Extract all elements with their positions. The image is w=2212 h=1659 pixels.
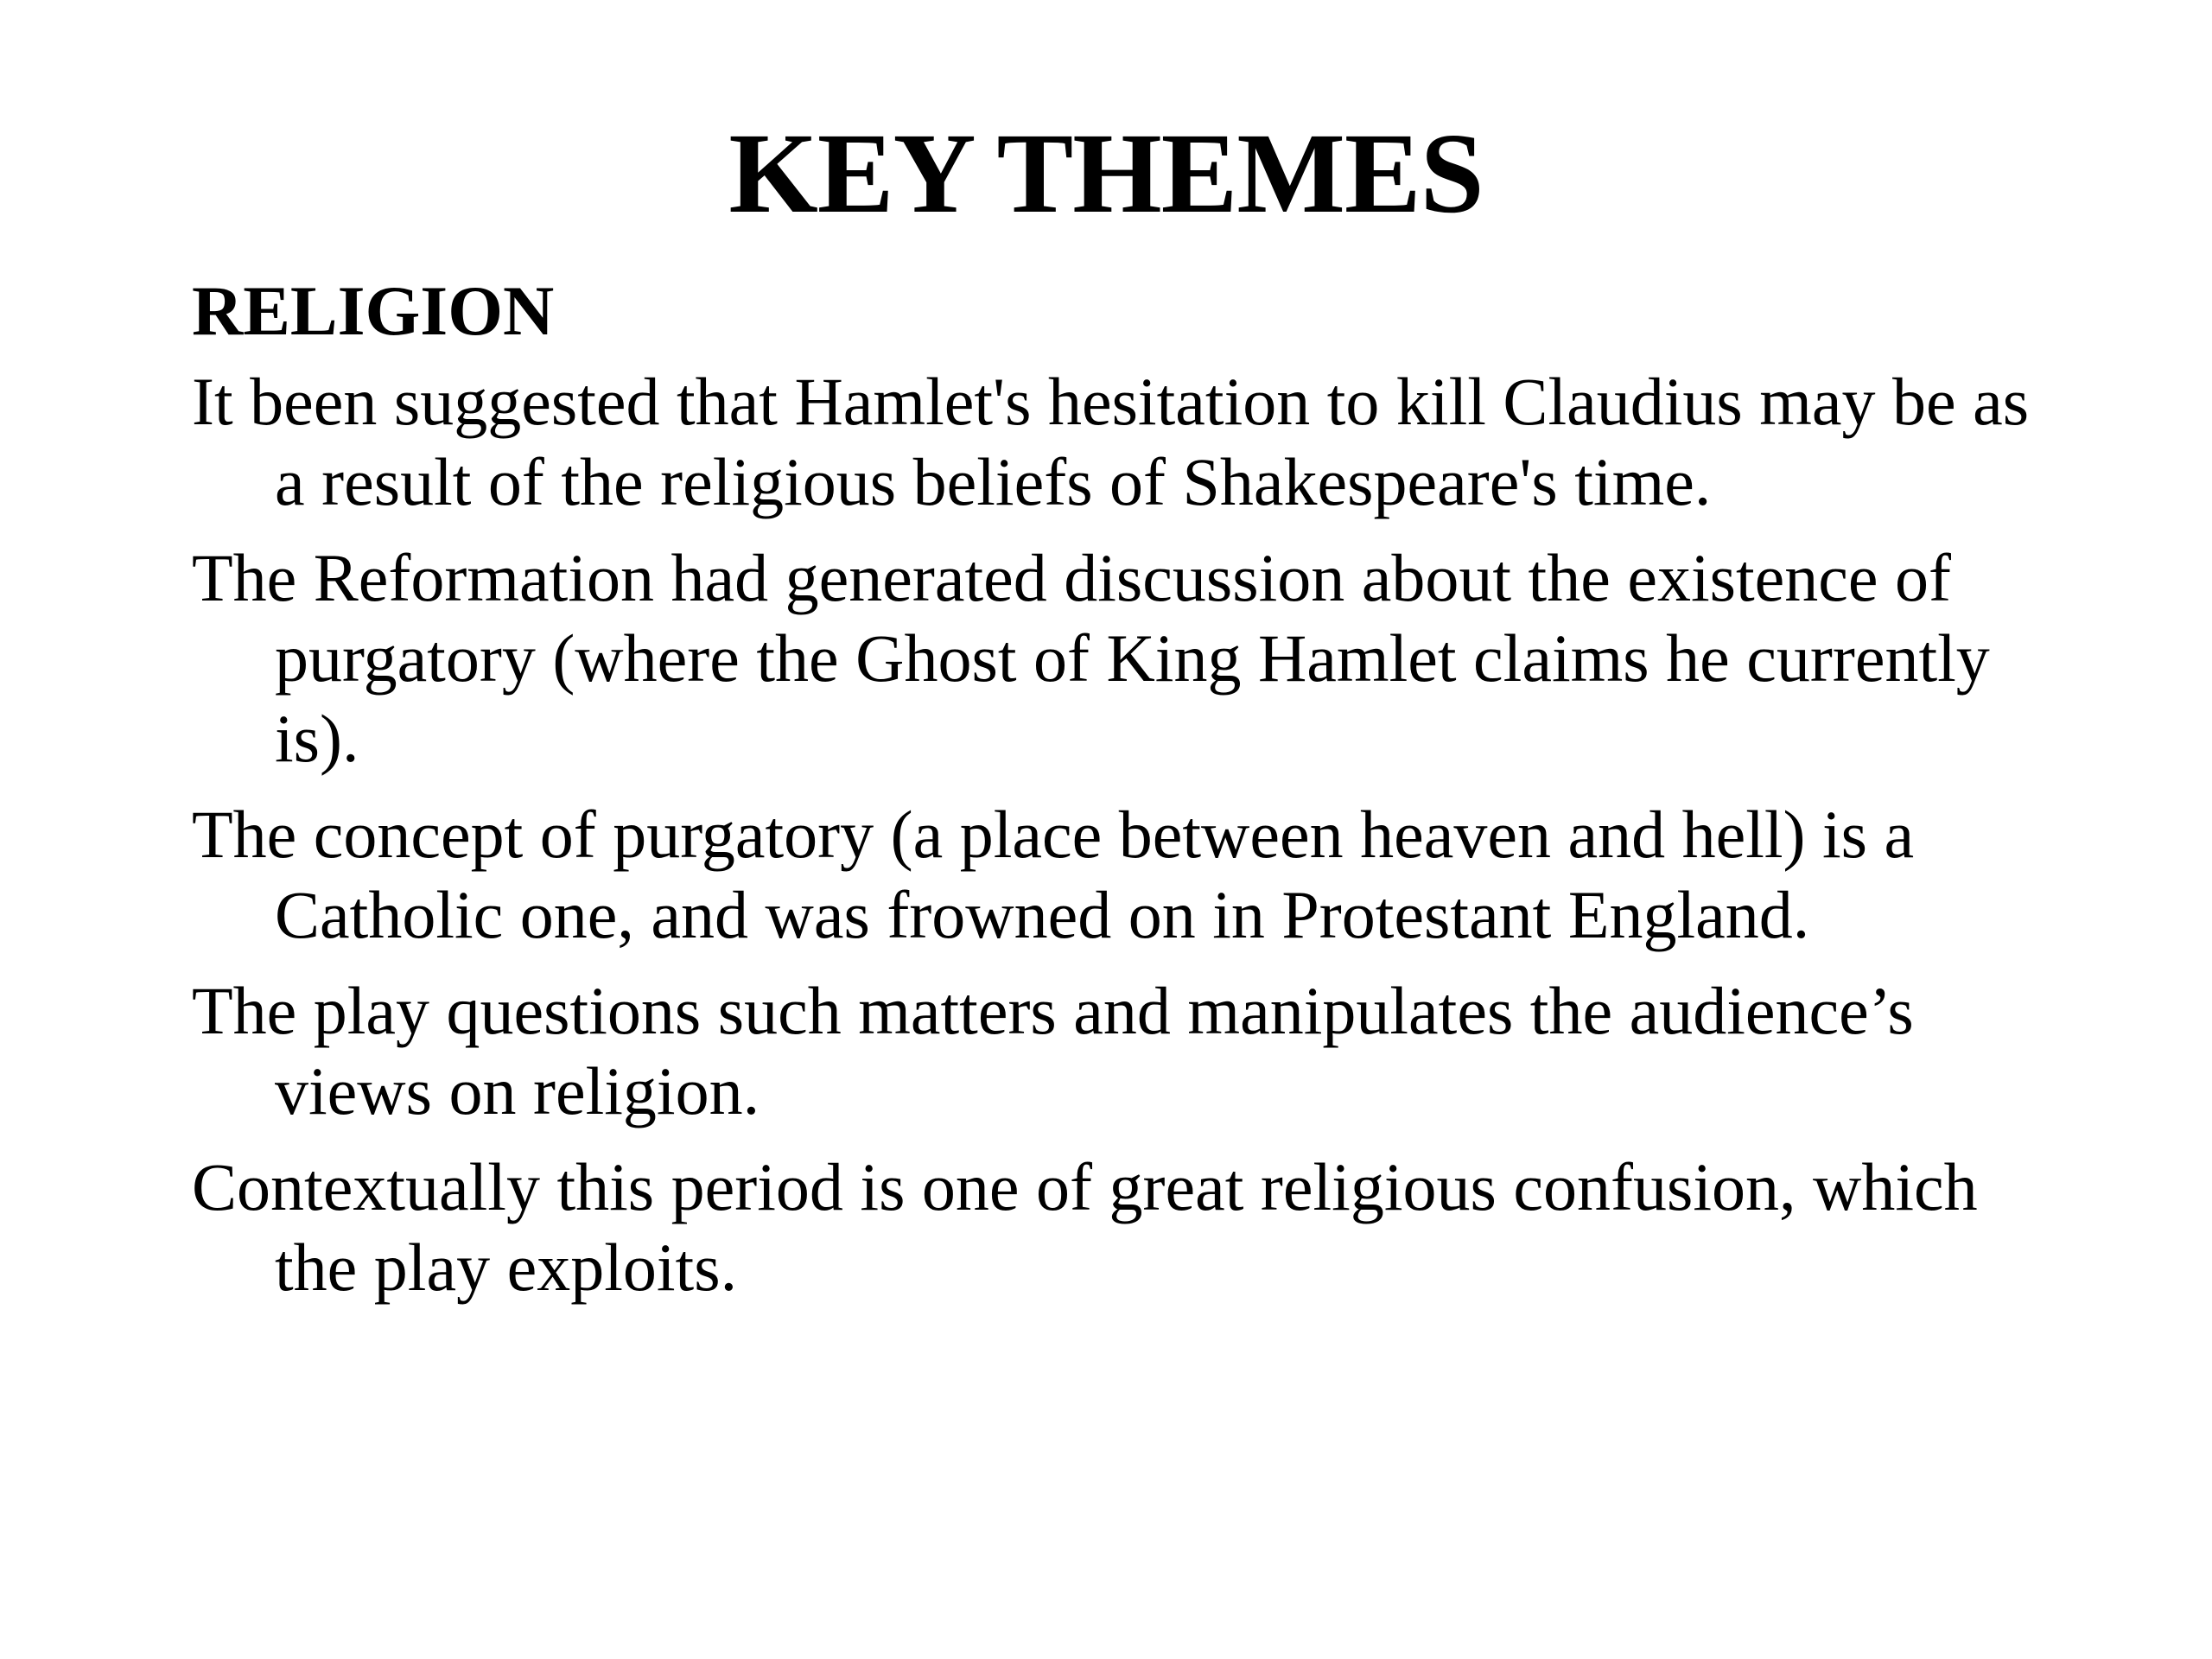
paragraph-list bbox=[192, 361, 2075, 1307]
paragraph: The play questions such matters and manipulates the audience’s views on religion. bbox=[192, 973, 1914, 1128]
slide-title: KEY THEMES bbox=[728, 109, 1484, 237]
paragraph: Contextually this period is one of great religious confusion, which the play exploits. bbox=[192, 1149, 1978, 1305]
paragraph: The Reformation had generated discussion about the existence of purgatory (where the Ghost of King Hamlet claims he currently is). bbox=[192, 540, 1990, 776]
paragraph: It been suggested that Hamlet's hesitation to kill Claudius may be as a result of the religious beliefs of Shakespeare's time. bbox=[192, 364, 2030, 519]
section-heading: RELIGION bbox=[192, 271, 555, 350]
slide-content bbox=[192, 270, 2075, 1323]
paragraph: The concept of purgatory (a place between heaven and hell) is a Catholic one, and was frowned on in Protestant England. bbox=[192, 797, 1915, 952]
